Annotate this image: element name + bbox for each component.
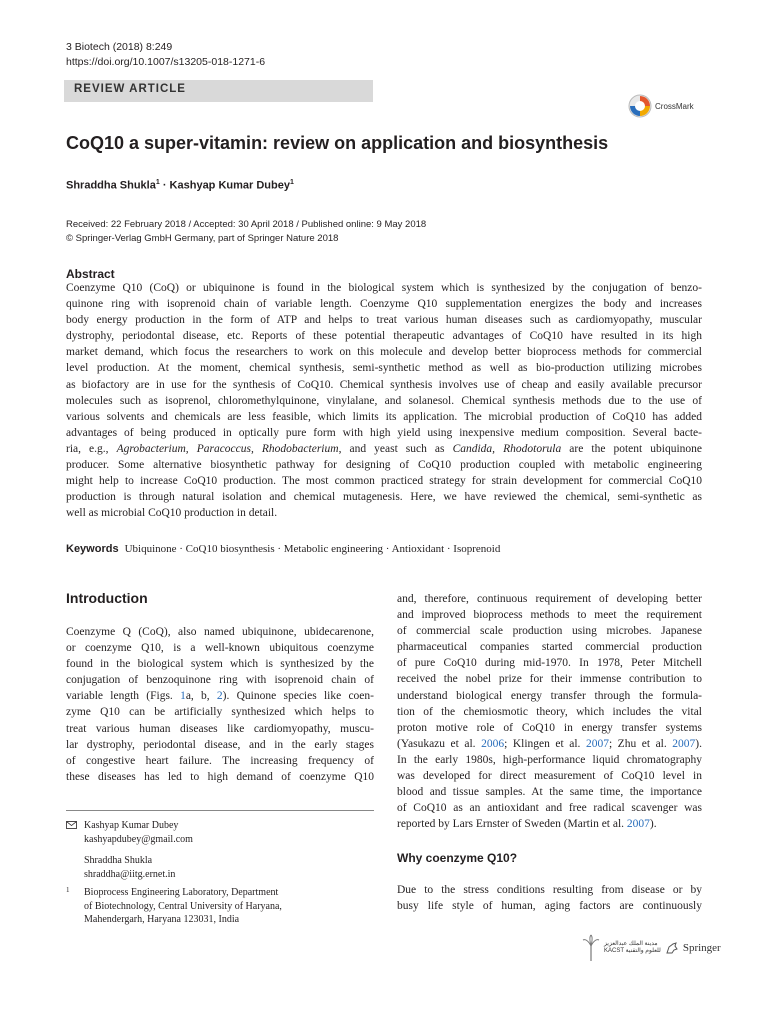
text-run: ). bbox=[649, 818, 657, 831]
introduction-heading: Introduction bbox=[66, 590, 148, 606]
text-run: ; Klingen et al. bbox=[504, 737, 586, 750]
keywords bbox=[66, 543, 500, 555]
publication-dates bbox=[66, 218, 426, 246]
italic-run: Agrobacterium, Paracoccus, Rhodobacterium bbox=[116, 442, 339, 455]
affiliation-number: 1 bbox=[66, 886, 70, 894]
body-line: and improved bioprocess methods to meet the requirement bbox=[397, 609, 702, 622]
abstract-line: production is through natural isolation and chemical mutagenesis. Here, we have reviewed the chemical, semi-synthetic as bbox=[66, 491, 702, 504]
body-line: of CoQ10 as an antioxidant and free radical scavenger was bbox=[397, 802, 702, 815]
abstract-line: producer. Some alternative biosynthetic pathway for designing of CoQ10 production coupled with metabolic engineering bbox=[66, 459, 702, 472]
body-line: proton motive role of CoQ10 in energy transfer systems bbox=[397, 721, 702, 734]
abstract-line: molecules such as isoprenol, chloromethylquinone, vinylalane, and solanesol. Chemical synthesis methods due to the use of bbox=[66, 394, 702, 407]
abstract-line: quinone ring with isoprenoid chain of variable length. Coenzyme Q10 supplementation energizes the body and increases bbox=[66, 298, 702, 311]
body-line: or coenzyme Q10, is a well-known ubiquitous coenzyme bbox=[66, 642, 374, 655]
introduction-body-continued bbox=[397, 591, 702, 832]
italic-run: Candida, Rhodotorula bbox=[452, 442, 562, 455]
text-run: ). Quinone species like coen- bbox=[222, 690, 374, 703]
keywords-label: Keywords bbox=[66, 543, 119, 555]
text-run: (Yasukazu et al. bbox=[397, 737, 482, 750]
text-run: ; Zhu et al. bbox=[608, 737, 673, 750]
abstract-line: well as microbial CoQ10 production in detail. bbox=[66, 507, 278, 520]
affiliation-marker: 1 bbox=[155, 179, 160, 186]
article-type-banner bbox=[64, 80, 373, 102]
contact-name: Shraddha Shukla bbox=[84, 855, 153, 866]
doi-link[interactable]: https://doi.org/10.1007/s13205-018-1271-6 bbox=[66, 56, 266, 68]
body-line: Due to the stress conditions resulting from disease or by bbox=[397, 884, 702, 896]
section-heading: Why coenzyme Q10? bbox=[397, 851, 518, 865]
kacst-text-line: مدينة الملك عبدالعزيز bbox=[604, 941, 658, 947]
springer-logo-text: Springer bbox=[682, 942, 721, 954]
text-run: , and yeast such as bbox=[338, 442, 453, 455]
abstract-line: body energy production in the form of ATP and helps to treat various human diseases such as cardiomyopathy, muscular bbox=[66, 314, 702, 327]
section-body bbox=[397, 882, 702, 914]
author-list bbox=[66, 179, 294, 192]
abstract-line: various solvents and chemicals are less feasible, which limits its application. The microbial production of CoQ10 has added bbox=[66, 410, 702, 423]
body-line: lar dystrophy, periodontal disease, and in the early stages bbox=[66, 738, 374, 751]
crossmark-label: CrossMark bbox=[655, 101, 694, 111]
body-line: understand biological energy transfer through the formula- bbox=[397, 689, 702, 702]
body-line: of pure CoQ10 during mid-1970. In 1978, Peter Mitchell bbox=[397, 657, 702, 670]
body-line: these diseases has led to high demand of coenzyme Q10 bbox=[66, 770, 374, 783]
body-line: Coenzyme Q (CoQ), also named ubiquinone, ubidecarenone, bbox=[66, 626, 374, 638]
copyright-line: © Springer-Verlag GmbH Germany, part of Springer Nature 2018 bbox=[66, 233, 339, 244]
crossmark-badge[interactable] bbox=[628, 94, 694, 118]
text-run: reported by Lars Ernster of Sweden (Martin et al. bbox=[397, 818, 627, 831]
text-run: ria, e.g., bbox=[66, 442, 117, 455]
body-line: blood and tissue samples. At the same time, the importance bbox=[397, 786, 702, 799]
citation-link[interactable]: 2007 bbox=[672, 737, 696, 750]
springer-horse-logo-icon bbox=[665, 941, 679, 955]
journal-info bbox=[66, 40, 265, 70]
affiliation-line: Mahendergarh, Haryana 123031, India bbox=[84, 914, 240, 925]
body-line: found in the biological system which is synthesized by the bbox=[66, 658, 374, 671]
affiliation-line: Bioprocess Engineering Laboratory, Department bbox=[84, 887, 279, 898]
figure-ref-link[interactable]: 2 bbox=[216, 690, 223, 703]
contact-email[interactable]: shraddha@iitg.ernet.in bbox=[84, 868, 176, 880]
body-line: and, therefore, continuous requirement of developing better bbox=[397, 593, 702, 605]
body-line bbox=[397, 736, 702, 752]
article-type-label: REVIEW ARTICLE bbox=[74, 83, 186, 95]
kacst-text-line: KACST للعلوم والتقنية bbox=[604, 948, 661, 954]
abstract-line: as biofactory are in use for the synthesis of CoQ10. Chemical synthesis involves use of cheap and easily available precursor bbox=[66, 378, 702, 391]
publisher-footer bbox=[582, 934, 721, 962]
body-line: In the early 1980s, high-performance liquid chromatography bbox=[397, 753, 702, 766]
citation-link[interactable]: 2007 bbox=[585, 737, 609, 750]
figure-ref-link[interactable]: 1 bbox=[180, 690, 186, 703]
abstract-line: market demand, which focus the researchers to work on this molecule and develop better bioprocess methods for commercial bbox=[66, 346, 702, 359]
abstract-line: Coenzyme Q10 (CoQ) or ubiquinone is found in the biological system which is synthesized by the conjugation of benzo- bbox=[66, 282, 702, 294]
body-line: pharmaceutical companies started commercial production bbox=[397, 641, 702, 654]
envelope-icon bbox=[66, 821, 77, 829]
crossmark-icon bbox=[628, 94, 652, 118]
keywords-list: Ubiquinone · CoQ10 biosynthesis · Metabolic engineering · Antioxidant · Isoprenoid bbox=[124, 543, 501, 555]
body-line: tion of the chemiosmotic theory, which includes the vital bbox=[397, 705, 702, 718]
affiliation-marker: 1 bbox=[289, 179, 294, 186]
author-name[interactable]: Shraddha Shukla bbox=[66, 179, 156, 192]
affiliation-line: of Biotechnology, Central University of Haryana, bbox=[84, 900, 282, 912]
footnote-divider bbox=[66, 810, 374, 811]
abstract-line: might help to increase CoQ10 production. The most common practiced strategy for strain development for commercial CoQ10 bbox=[66, 475, 702, 488]
article-title: CoQ10 a super-vitamin: review on application and biosynthesis bbox=[66, 133, 609, 153]
body-line: conjugation of benzoquinone ring with isoprenoid chain of bbox=[66, 674, 374, 687]
author-separator: · bbox=[159, 179, 170, 192]
kacst-logo-text bbox=[604, 941, 661, 955]
affiliation bbox=[66, 886, 282, 927]
text-run: a, b, bbox=[185, 690, 217, 703]
abstract-body bbox=[66, 280, 702, 521]
citation-link[interactable]: 2007 bbox=[626, 818, 650, 831]
body-line: received the nobel prize for their immense contribution to bbox=[397, 673, 702, 686]
abstract-line: advantages of being produced in optically pure form with high yield using inexpensive medium composition. Several bacte- bbox=[66, 426, 702, 439]
abstract-heading: Abstract bbox=[66, 267, 115, 281]
abstract-line bbox=[66, 441, 702, 457]
contact-name: Kashyap Kumar Dubey bbox=[84, 820, 179, 831]
text-run: ). bbox=[695, 737, 702, 750]
abstract-line: level production. At the moment, chemical synthesis, semi-synthetic method as well as bio-production utilizing microbes bbox=[66, 362, 702, 375]
text-run: are the potent ubiquinone bbox=[561, 442, 703, 455]
introduction-body bbox=[66, 624, 374, 785]
contact-email[interactable]: kashyapdubey@gmail.com bbox=[84, 833, 193, 845]
body-line: busy life style of human, aging factors are continuously bbox=[397, 900, 702, 913]
author-name[interactable]: Kashyap Kumar Dubey bbox=[169, 179, 290, 192]
body-line: of congestive heart failure. The increasing frequency of bbox=[66, 754, 374, 767]
body-line bbox=[66, 688, 374, 704]
text-run: variable length (Figs. bbox=[66, 690, 181, 703]
body-line: zyme Q10 can be artificially synthesized which helps to bbox=[66, 706, 374, 719]
journal-citation: 3 Biotech (2018) 8:249 bbox=[66, 41, 173, 53]
date-line: Received: 22 February 2018 / Accepted: 30 April 2018 / Published online: 9 May 2018 bbox=[66, 219, 427, 230]
kacst-palm-logo-icon bbox=[582, 934, 600, 962]
body-line: treat various human diseases like cardiomyopathy, muscu- bbox=[66, 722, 374, 735]
body-line: was developed for direct measurement of CoQ10 level in bbox=[397, 770, 702, 783]
body-line: of commercial scale production using microbes. Japanese bbox=[397, 625, 702, 638]
citation-link[interactable]: 2006 bbox=[481, 737, 505, 750]
abstract-line: dystrophy, periodontal disease, etc. Reports of these potential therapeutic advantages of CoQ10 have resulted in its high bbox=[66, 330, 702, 343]
corresponding-authors bbox=[66, 819, 193, 881]
body-line bbox=[397, 816, 702, 832]
